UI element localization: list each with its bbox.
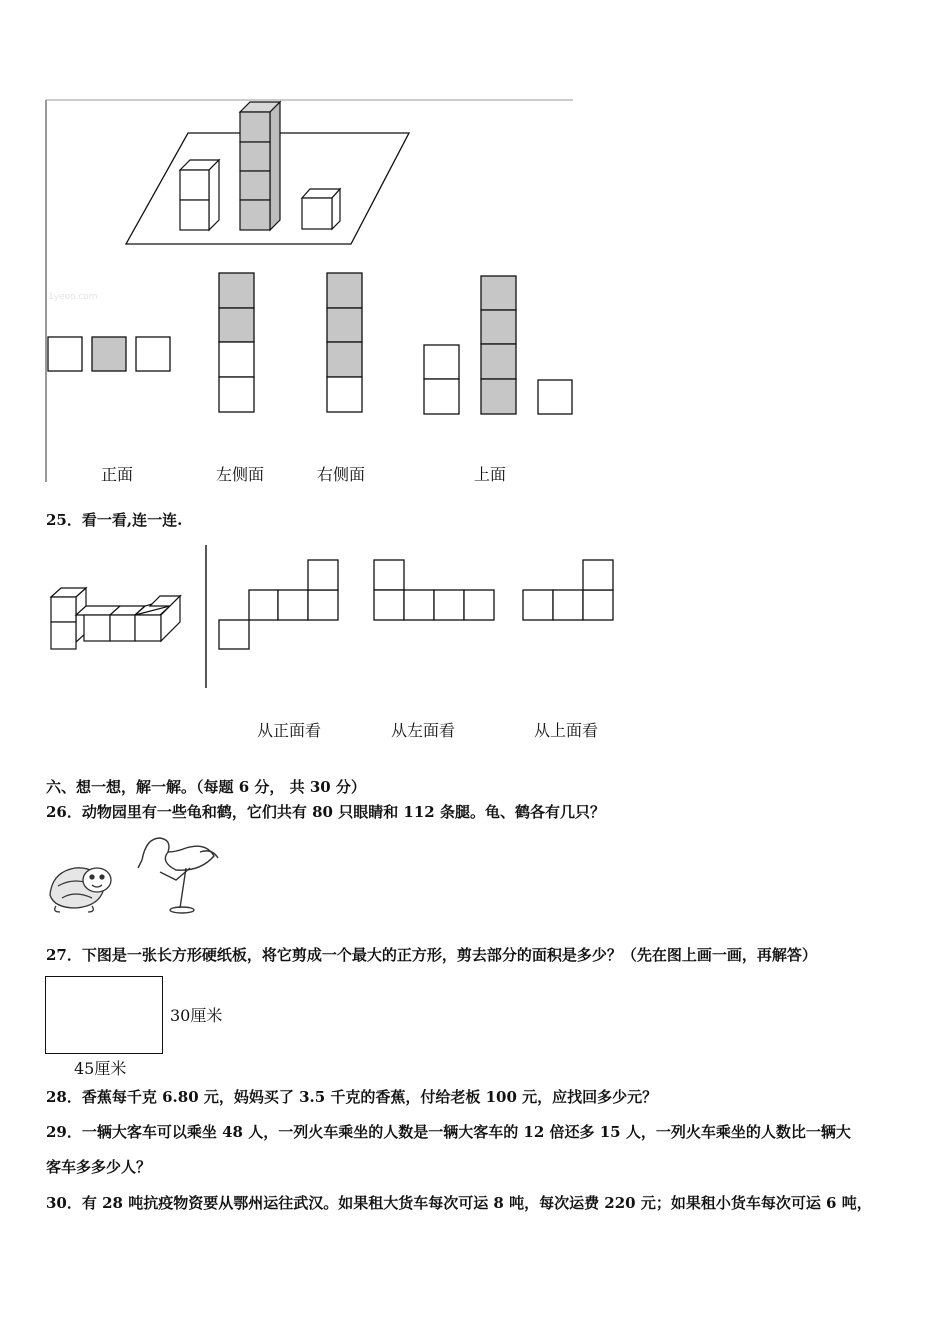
q27-width-label: 45厘米 <box>74 1059 127 1078</box>
q25-label-top: 从上面看 <box>534 721 599 740</box>
q25-view-option-2 <box>374 560 494 620</box>
view-right-side <box>327 273 362 412</box>
q30-text: 30．有 28 吨抗疫物资要从鄂州运往武汉。如果租大货车每次可运 8 吨，每次运费 220 元；如果租小货车每次可运 6 吨， <box>46 1194 872 1212</box>
label-top: 上面 <box>474 465 507 484</box>
label-left-side: 左侧面 <box>216 465 265 484</box>
label-right-side: 右侧面 <box>317 465 366 484</box>
q25-label-front: 从正面看 <box>257 721 322 740</box>
view-top <box>424 276 572 414</box>
single-cube <box>302 189 340 229</box>
q25-title: 25．看一看,连一连. <box>46 511 183 529</box>
crane-icon <box>138 838 218 913</box>
view-left-side <box>219 273 254 412</box>
section6-heading: 六、想一想，解一解。（每题 6 分， 共 30 分） <box>46 778 366 796</box>
turtle-icon <box>50 868 111 912</box>
q28-text: 28．香蕉每千克 6.80 元，妈妈买了 3.5 千克的香蕉，付给老板 100 元，应找回多少元？ <box>46 1088 658 1106</box>
q26-text: 26．动物园里有一些龟和鹤，它们共有 80 只眼睛和 112 条腿。龟、鹤各有几只？ <box>46 803 605 821</box>
q25-view-option-1 <box>219 560 338 649</box>
q25-label-left: 从左面看 <box>391 721 456 740</box>
view-front <box>48 337 170 371</box>
tall-cube-stack <box>240 102 280 230</box>
q27-text: 27．下图是一张长方形硬纸板，将它剪成一个最大的正方形，剪去部分的面积是多少？（先在图上画一画，再解答） <box>46 946 817 964</box>
label-front: 正面 <box>101 465 134 484</box>
q27-rectangle <box>45 976 163 1054</box>
q24-cube-figure <box>0 0 950 500</box>
left-cube-stack <box>180 160 219 230</box>
q29-line2: 客车多多少人？ <box>46 1158 152 1176</box>
q29-line1: 29．一辆大客车可以乘坐 48 人，一列火车乘坐的人数是一辆大客车的 12 倍还多 15 人，一列火车乘坐的人数比一辆大 <box>46 1123 851 1141</box>
q27-height-label: 30厘米 <box>170 1006 223 1025</box>
q25-view-option-3 <box>523 560 613 620</box>
q25-solid <box>51 588 180 649</box>
watermark: 1yeoo.com <box>48 292 98 302</box>
